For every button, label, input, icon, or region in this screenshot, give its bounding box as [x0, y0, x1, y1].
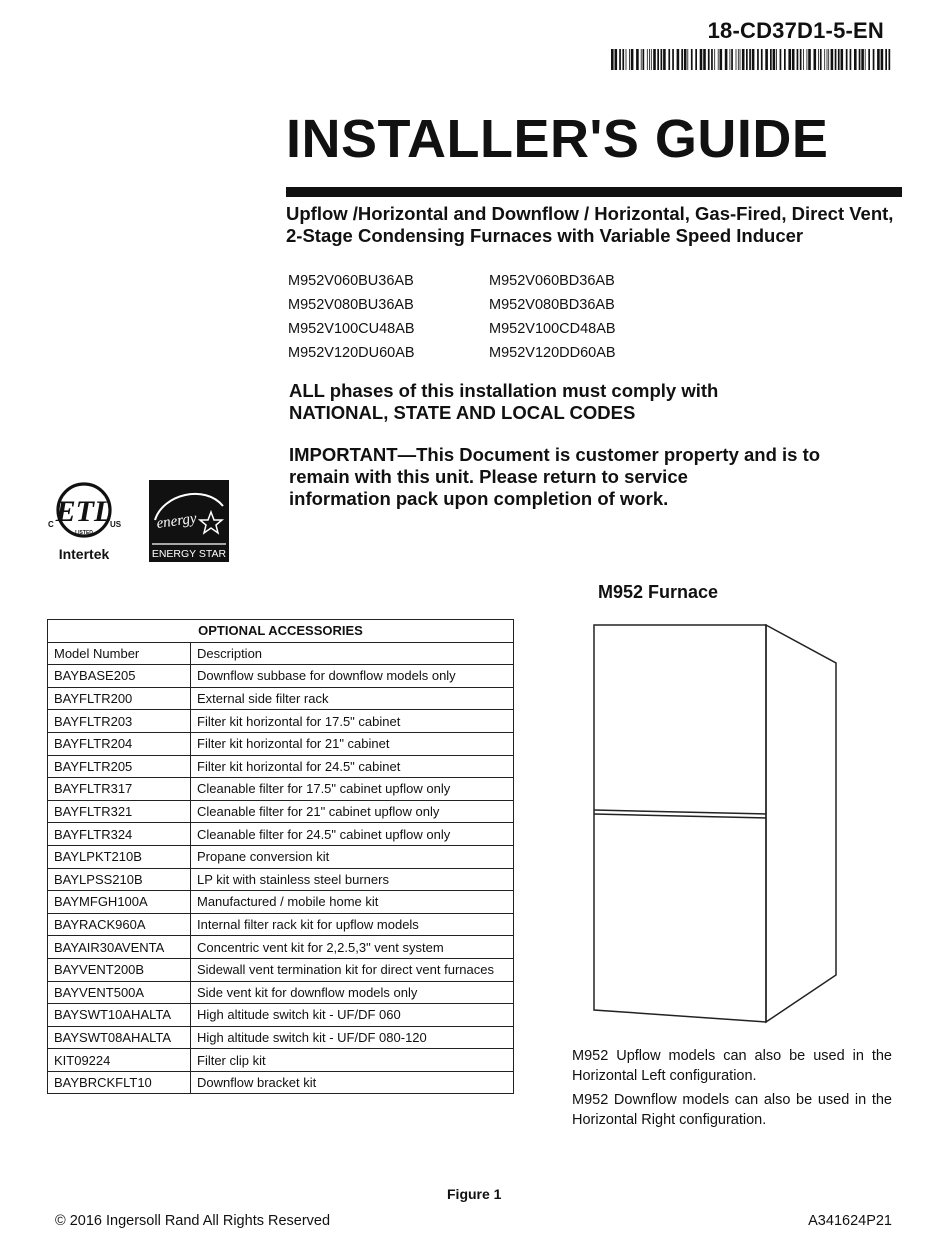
model-number: M952V120DD60AB [489, 345, 616, 361]
description-cell: Filter kit horizontal for 24.5" cabinet [191, 755, 514, 778]
copyright: © 2016 Ingersoll Rand All Rights Reserved [55, 1213, 331, 1229]
table-row [48, 687, 514, 710]
table-row [48, 1004, 514, 1027]
compliance-line: NATIONAL, STATE AND LOCAL CODES [289, 402, 636, 423]
optional-accessories-table [47, 619, 514, 1094]
model-number-cell: BAYSWT08AHALTA [48, 1026, 191, 1049]
model-number-cell: BAYBRCKFLT10 [48, 1071, 191, 1094]
table-row [48, 732, 514, 755]
title-rule [286, 187, 902, 197]
description-cell: Sidewall vent termination kit for direct vent furnaces [191, 958, 514, 981]
important-line: information pack upon completion of work. [289, 488, 669, 509]
table-row [48, 845, 514, 868]
description-cell: Filter kit horizontal for 17.5" cabinet [191, 710, 514, 733]
description-cell: LP kit with stainless steel burners [191, 868, 514, 891]
downflow-models-list [489, 269, 616, 365]
model-number: M952V100CU48AB [288, 321, 415, 337]
table-row [48, 823, 514, 846]
model-number: M952V120DU60AB [288, 345, 415, 361]
table-row [48, 868, 514, 891]
description-cell: Cleanable filter for 17.5" cabinet upflow only [191, 778, 514, 801]
svg-text:energy: energy [155, 510, 198, 533]
column-header: Description [191, 642, 514, 665]
table-row [48, 1049, 514, 1072]
table-row [48, 1026, 514, 1049]
model-number-cell: BAYFLTR203 [48, 710, 191, 733]
compliance-line: ALL phases of this installation must comply with [289, 380, 719, 401]
intertek-etl-logo [44, 480, 124, 564]
description-cell: Manufactured / mobile home kit [191, 891, 514, 914]
model-number-cell: BAYSWT10AHALTA [48, 1004, 191, 1027]
model-number: M952V060BD36AB [489, 273, 615, 289]
description-cell: Cleanable filter for 21" cabinet upflow only [191, 800, 514, 823]
furnace-illustration [580, 615, 860, 1035]
model-number: M952V080BU36AB [288, 297, 414, 313]
upflow-note: M952 Upflow models can also be used in the Horizontal Left configuration. [572, 1048, 892, 1084]
model-number-cell: BAYVENT200B [48, 958, 191, 981]
description-cell: Side vent kit for downflow models only [191, 981, 514, 1004]
important-line: remain with this unit. Please return to service [289, 466, 688, 487]
description-cell: External side filter rack [191, 687, 514, 710]
table-row [48, 1071, 514, 1094]
table-row [48, 891, 514, 914]
table-row [48, 710, 514, 733]
model-number-cell: BAYLPKT210B [48, 845, 191, 868]
subtitle: Upflow /Horizontal and Downflow / Horizontal, Gas-Fired, Direct Vent, 2-Stage Condensing Furnaces with Variable Speed Inducer [286, 203, 894, 246]
column-header: Model Number [48, 642, 191, 665]
page-title: INSTALLER'S GUIDE [286, 109, 829, 169]
description-cell: Internal filter rack kit for upflow models [191, 913, 514, 936]
description-cell: Downflow bracket kit [191, 1071, 514, 1094]
model-number-cell: BAYVENT500A [48, 981, 191, 1004]
table-row [48, 913, 514, 936]
model-number: M952V100CD48AB [489, 321, 616, 337]
description-cell: Propane conversion kit [191, 845, 514, 868]
svg-text:US: US [110, 520, 122, 529]
description-cell: Filter clip kit [191, 1049, 514, 1072]
table-row [48, 778, 514, 801]
description-cell: Concentric vent kit for 2,2.5,3" vent system [191, 936, 514, 959]
table-title: OPTIONAL ACCESSORIES [48, 620, 514, 643]
table-row [48, 936, 514, 959]
model-number-cell: BAYFLTR317 [48, 778, 191, 801]
description-cell: High altitude switch kit - UF/DF 080-120 [191, 1026, 514, 1049]
model-number: M952V060BU36AB [288, 273, 414, 289]
table-row [48, 665, 514, 688]
furnace-title: M952 Furnace [598, 582, 719, 602]
table-row [48, 755, 514, 778]
table-row [48, 958, 514, 981]
energy-star-logo [149, 480, 229, 562]
svg-text:C: C [48, 520, 54, 529]
model-number-cell: BAYRACK960A [48, 913, 191, 936]
model-number-cell: BAYFLTR200 [48, 687, 191, 710]
part-number: A341624P21 [808, 1213, 892, 1229]
model-number-cell: BAYFLTR324 [48, 823, 191, 846]
model-number-cell: BAYMFGH100A [48, 891, 191, 914]
svg-text:ETL: ETL [55, 495, 113, 528]
table-row [48, 981, 514, 1004]
model-number-cell: BAYFLTR321 [48, 800, 191, 823]
svg-text:Intertek: Intertek [58, 546, 110, 562]
model-number-cell: BAYFLTR204 [48, 732, 191, 755]
description-cell: Downflow subbase for downflow models only [191, 665, 514, 688]
document-code: 18-CD37D1-5-EN [707, 18, 884, 43]
model-number-cell: BAYBASE205 [48, 665, 191, 688]
figure-label: Figure 1 [447, 1186, 502, 1202]
compliance-notice [289, 380, 718, 424]
svg-text:ENERGY STAR: ENERGY STAR [151, 548, 227, 560]
description-cell: High altitude switch kit - UF/DF 060 [191, 1004, 514, 1027]
model-number-cell: BAYLPSS210B [48, 868, 191, 891]
important-notice [289, 444, 889, 510]
description-cell: Filter kit horizontal for 21" cabinet [191, 732, 514, 755]
downflow-note: M952 Downflow models can also be used in the Horizontal Right configuration. [572, 1092, 892, 1128]
barcode-image [611, 49, 891, 70]
model-number-cell: KIT09224 [48, 1049, 191, 1072]
model-number-cell: BAYAIR30AVENTA [48, 936, 191, 959]
upflow-models-list [288, 269, 415, 365]
model-number-cell: BAYFLTR205 [48, 755, 191, 778]
model-number: M952V080BD36AB [489, 297, 615, 313]
svg-text:LISTED: LISTED [75, 530, 93, 536]
table-row [48, 800, 514, 823]
description-cell: Cleanable filter for 24.5" cabinet upflow only [191, 823, 514, 846]
table-body [48, 665, 514, 1094]
important-line: IMPORTANT—This Document is customer property and is to [289, 444, 821, 465]
